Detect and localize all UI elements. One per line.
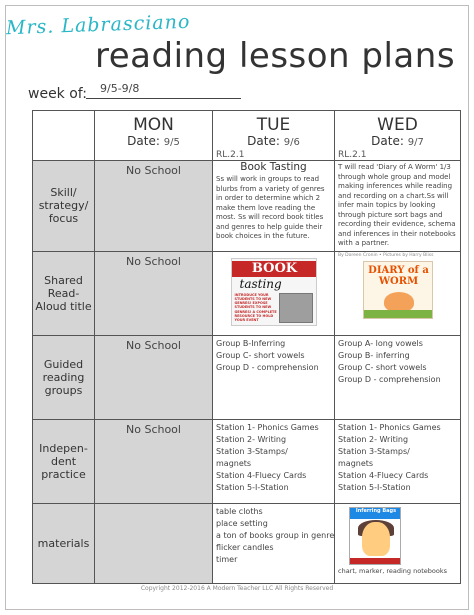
list-item: Station 3-Stamps/ xyxy=(338,446,410,456)
list-item: Station 2- Writing xyxy=(338,434,409,444)
date-value: 9/7 xyxy=(407,137,424,148)
inferring-bags-cover-image xyxy=(349,507,401,565)
list-item: magnets xyxy=(338,458,374,468)
list-item: Station 1- Phonics Games xyxy=(216,422,319,432)
list-item: table cloths xyxy=(216,506,263,516)
row-independent xyxy=(33,419,461,503)
list-item: Group D - comprehension xyxy=(338,374,441,384)
list-item: Station 2- Writing xyxy=(216,434,287,444)
book-credit: By Doreen Cronin • Pictures by Harry Bliss xyxy=(338,252,434,258)
day-date xyxy=(95,134,212,150)
row-label-independent: Indepen-dent practice xyxy=(33,419,95,503)
author-name: Mrs. Labrasciano xyxy=(5,10,191,40)
cell-skill-tue xyxy=(213,161,335,252)
row-readaloud xyxy=(33,251,461,335)
date-value: 9/6 xyxy=(283,137,300,148)
no-school-text: No School xyxy=(126,254,181,268)
cell-materials-tue xyxy=(213,503,335,583)
materials-list xyxy=(213,504,334,568)
day-header-row xyxy=(33,111,461,161)
day-date xyxy=(213,134,334,150)
cover-subtitle: tasting xyxy=(239,276,282,291)
cell-materials-mon xyxy=(95,503,213,583)
row-label-guided: Guided reading groups xyxy=(33,335,95,419)
day-name: WED xyxy=(377,115,418,135)
day-date xyxy=(335,134,460,150)
list-item: magnets xyxy=(216,458,252,468)
activity-heading: Book Tasting xyxy=(240,161,307,173)
activity-description: Ss will work in groups to read blurbs from a variety of genres in order to determine which 2 make them love reading the most. Ss will record book titles and genres to help guide their book choices in the future. xyxy=(216,175,325,240)
station-list xyxy=(335,420,460,496)
cell-guided-wed xyxy=(335,335,461,419)
worm-illustration xyxy=(384,292,414,312)
list-item: Group B-Inferring xyxy=(216,338,286,348)
cover-bottom-band xyxy=(350,558,401,564)
day-header-tue xyxy=(213,111,335,161)
page-title: reading lesson plans xyxy=(95,36,456,76)
row-label-materials: materials xyxy=(33,503,95,583)
cell-skill-wed xyxy=(335,161,461,252)
week-line xyxy=(86,98,241,99)
cell-readaloud-wed xyxy=(335,251,461,335)
list-item: timer xyxy=(216,554,238,564)
list-item: Station 5-I-Station xyxy=(338,482,411,492)
ground-illustration xyxy=(364,310,433,318)
cover-title: BOOK xyxy=(232,261,317,277)
list-item: Group A- long vowels xyxy=(338,338,423,348)
cell-independent-wed xyxy=(335,419,461,503)
date-value: 9/5 xyxy=(163,137,180,148)
day-header-wed xyxy=(335,111,461,161)
station-list xyxy=(213,420,334,496)
list-item: a ton of books group in genre xyxy=(216,530,335,540)
week-value: 9/5-9/8 xyxy=(100,82,140,95)
list-item: place setting xyxy=(216,518,268,528)
cell-skill-mon xyxy=(95,161,213,252)
group-list xyxy=(213,336,334,376)
lesson-plan-table xyxy=(32,110,461,584)
no-school-text: No School xyxy=(126,422,181,436)
copyright-footer: Copyright 2012-2016 A Modern Teacher LLC All Rights Reserved xyxy=(140,585,334,592)
standard-code: RL.2.1 xyxy=(338,150,367,160)
cell-guided-tue xyxy=(213,335,335,419)
standard-code: RL.2.1 xyxy=(216,150,245,160)
no-school-text: No School xyxy=(126,338,181,352)
cell-readaloud-mon xyxy=(95,251,213,335)
row-label-skill: Skill/ strategy/ focus xyxy=(33,161,95,252)
cell-independent-mon xyxy=(95,419,213,503)
list-item: Station 4-Fluecy Cards xyxy=(216,470,307,480)
list-item: Group B- inferring xyxy=(338,350,410,360)
date-label: Date: xyxy=(127,134,160,148)
week-label: week of: xyxy=(28,86,87,102)
group-list xyxy=(335,336,460,388)
cell-materials-wed xyxy=(335,503,461,583)
kid-face-illustration xyxy=(362,522,390,556)
diary-of-a-worm-cover-image xyxy=(363,261,433,319)
activity-description: T will read 'Diary of A Worm' 1/3 through whole group and model making inferences while reading and recording on a chart.Ss will infer main topics by looking through picture sort bags and recording their evidence, schema and inferences in their notebooks with a partner. xyxy=(338,163,456,247)
cell-independent-tue xyxy=(213,419,335,503)
list-item: Group C- short vowels xyxy=(338,362,427,372)
cover-text: INTRODUCE YOUR STUDENTS TO NEW GENRES! EXPOSE STUDENTS TO NEW GENRES! A COMPLETE RESOURCE TO HOLD YOUR EVENT xyxy=(234,292,277,323)
date-label: Date: xyxy=(247,134,280,148)
row-materials xyxy=(33,503,461,583)
list-item: Station 5-I-Station xyxy=(216,482,289,492)
cover-photo xyxy=(279,293,313,323)
materials-text: chart, marker, reading notebooks xyxy=(338,566,447,575)
list-item: flicker candles xyxy=(216,542,274,552)
no-school-text: No School xyxy=(126,164,181,177)
day-name: TUE xyxy=(256,115,291,135)
cover-title: DIARY of a WORM xyxy=(368,264,429,287)
row-guided xyxy=(33,335,461,419)
book-tasting-cover-image xyxy=(231,258,317,326)
day-name: MON xyxy=(133,115,174,135)
corner-cell xyxy=(33,111,95,161)
row-label-readaloud: Shared Read-Aloud title xyxy=(33,251,95,335)
list-item: Station 3-Stamps/ xyxy=(216,446,288,456)
list-item: Group D - comprehension xyxy=(216,362,319,372)
list-item: Station 4-Fluecy Cards xyxy=(338,470,429,480)
cover-title: Inferring Bags xyxy=(350,508,401,519)
list-item: Station 1- Phonics Games xyxy=(338,422,441,432)
list-item: Group C- short vowels xyxy=(216,350,305,360)
row-skill xyxy=(33,161,461,252)
date-label: Date: xyxy=(371,134,404,148)
cell-readaloud-tue xyxy=(213,251,335,335)
day-header-mon xyxy=(95,111,213,161)
cell-guided-mon xyxy=(95,335,213,419)
